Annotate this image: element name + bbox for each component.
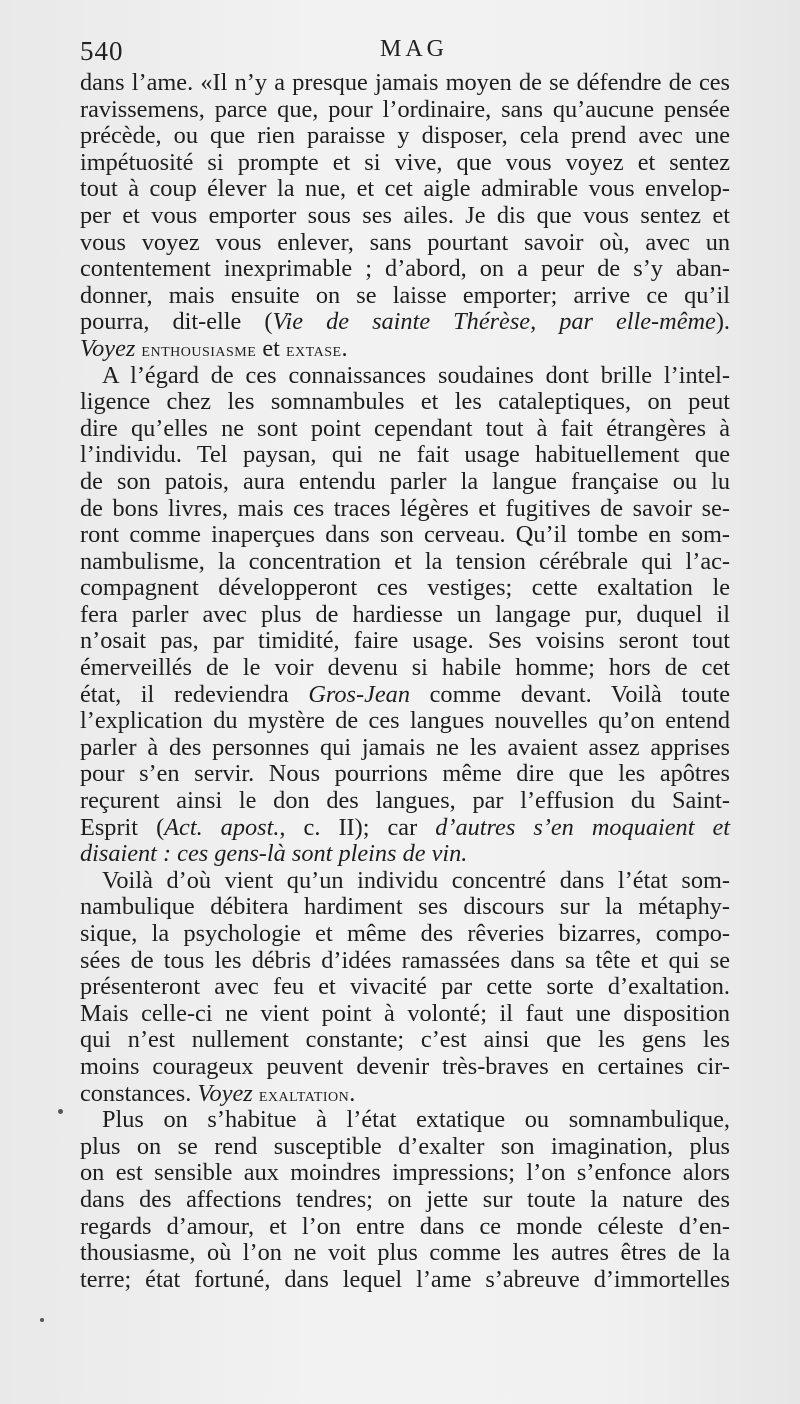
text-segment: pourra, dit-elle ( xyxy=(80,308,273,336)
text-line: tout à coup élever la nue, et cet aigle admirable vous envelop- xyxy=(80,175,730,203)
text-line: plus on se rend susceptible d’exalter son imagination, plus xyxy=(80,1132,730,1160)
text-line: Plus on s’habitue à l’état extatique ou somnambulique, xyxy=(102,1106,730,1134)
text-segment: Vie de sainte Thérèse, par elle-même xyxy=(272,308,716,336)
text-line: dans des affections tendres; on jette sur toute la nature des xyxy=(80,1185,730,1213)
text-line: vous voyez vous enlever, sans pourtant savoir où, avec un xyxy=(80,228,730,256)
text-segment: comme devant. Voilà toute xyxy=(409,680,730,708)
page-header xyxy=(80,36,730,70)
text-line: présenteront avec feu et vivacité par cette sorte d’exaltation. xyxy=(80,973,730,1001)
text-segment: exaltation xyxy=(258,1083,350,1106)
text-line: contentement inexprimable ; d’abord, on a peur de s’y aban- xyxy=(80,255,730,283)
text-line: per et vous emporter sous ses ailes. Je dis que vous sentez et xyxy=(80,201,730,229)
text-line: l’individu. Tel paysan, qui ne fait usage habituellement que xyxy=(80,441,730,469)
text-segment: enthousiasme xyxy=(141,338,257,361)
text-line: ravissemens, parce que, pour l’ordinaire, sans qu’aucune pensée xyxy=(80,95,730,123)
text-line: parler à des personnes qui jamais ne les avaient assez apprises xyxy=(80,733,730,761)
text-line: Voilà d’où vient qu’un individu concentré dans l’état som- xyxy=(102,866,730,894)
text-segment: , c. II); car xyxy=(279,813,436,841)
text-line: sique, la psychologie et même des rêveries bizarres, compo- xyxy=(80,920,730,947)
text-segment: et xyxy=(256,334,286,362)
text-segment: . xyxy=(341,334,348,362)
text-line: ligence chez les somnambules et les cataleptiques, on peut xyxy=(80,388,730,416)
text-segment: Gros-Jean xyxy=(308,680,410,708)
text-line: fera parler avec plus de hardiesse un langage pur, duquel il xyxy=(80,600,730,628)
running-head: MAG xyxy=(380,36,449,62)
text-line: ront comme inaperçues dans son cerveau. Qu’il tombe en som- xyxy=(80,521,730,549)
text-line: impétuosité si prompte et si vive, que vous voyez et sentez xyxy=(80,148,730,176)
text-line: reçurent ainsi le don des langues, par l’effusion du Saint- xyxy=(80,787,730,815)
text-line: dire qu’elles ne sont point cependant tout à fait étrangères à xyxy=(80,414,730,442)
text-segment: Voyez xyxy=(197,1079,259,1107)
text-line: nambulique débitera hardiment ses discours sur la métaphy- xyxy=(80,893,730,921)
text-line: Mais celle-ci ne vient point à volonté; il faut une disposition xyxy=(80,999,730,1027)
text-line: émerveillés de le voir devenu si habile homme; hors de cet xyxy=(80,654,730,682)
text-line: précède, ou que rien paraisse y disposer, cela prend avec une xyxy=(80,122,730,150)
text-line: dans l’ame. «Il n’y a presque jamais moyen de se défendre de ces xyxy=(80,69,730,96)
text-line: de son patois, aura entendu parler la langue française ou lu xyxy=(80,467,730,495)
text-line: n’osait pas, par timidité, faire usage. Ses voisins seront tout xyxy=(80,627,730,655)
paper-speck xyxy=(40,1318,44,1322)
text-line: pour s’en servir. Nous pourrions même dire que les apôtres xyxy=(80,760,730,788)
text-line: donner, mais ensuite on se laisse emporter; arrive ce qu’il xyxy=(80,281,730,309)
text-line: on est sensible aux moindres impressions; l’on s’enfonce alors xyxy=(80,1159,730,1187)
text-line: moins courageux peuvent devenir très-braves en certaines cir- xyxy=(80,1052,730,1080)
text-line: nambulisme, la concentration et la tension cérébrale qui l’ac- xyxy=(80,547,730,575)
text-line: regards d’amour, et l’on entre dans ce monde céleste d’en- xyxy=(80,1212,730,1240)
text-line xyxy=(80,309,730,336)
text-line: l’explication du mystère de ces langues nouvelles qu’on entend xyxy=(80,707,730,735)
text-line xyxy=(80,682,730,709)
page-number: 540 xyxy=(80,36,124,66)
text-line: A l’égard de ces connaissances soudaines dont brille l’intel- xyxy=(102,361,730,389)
text-segment: disaient : ces gens-là sont pleins de vin. xyxy=(80,840,468,868)
text-segment: extase xyxy=(285,338,342,361)
body-text xyxy=(80,70,730,1293)
text-line: thousiasme, où l’on ne voit plus comme les autres êtres de la xyxy=(80,1239,730,1267)
text-segment: constances. xyxy=(80,1079,198,1107)
text-line xyxy=(80,815,730,842)
text-line xyxy=(80,1081,730,1108)
text-line xyxy=(80,841,730,868)
text-line: compagnent développeront ces vestiges; cette exaltation le xyxy=(80,574,730,602)
text-segment: Voyez xyxy=(80,334,142,362)
text-segment: d’autres s’en moquaient et xyxy=(435,813,731,841)
text-segment: . xyxy=(349,1079,356,1107)
text-line: terre; état fortuné, dans lequel l’ame s’abreuve d’immortelles xyxy=(80,1265,730,1293)
text-segment: état, il redeviendra xyxy=(80,680,309,708)
text-line: sées de tous les débris d’idées ramassées dans sa tête et qui se xyxy=(80,946,730,974)
text-line: de bons livres, mais ces traces légères et fugitives de savoir se- xyxy=(80,494,730,522)
text-line xyxy=(80,336,730,363)
text-line: qui n’est nullement constante; c’est ainsi que les gens les xyxy=(80,1026,730,1054)
text-segment: Esprit ( xyxy=(80,813,165,841)
text-segment: Act. apost. xyxy=(164,813,280,841)
text-segment: ). xyxy=(715,308,730,336)
paper-speck xyxy=(58,1109,63,1114)
